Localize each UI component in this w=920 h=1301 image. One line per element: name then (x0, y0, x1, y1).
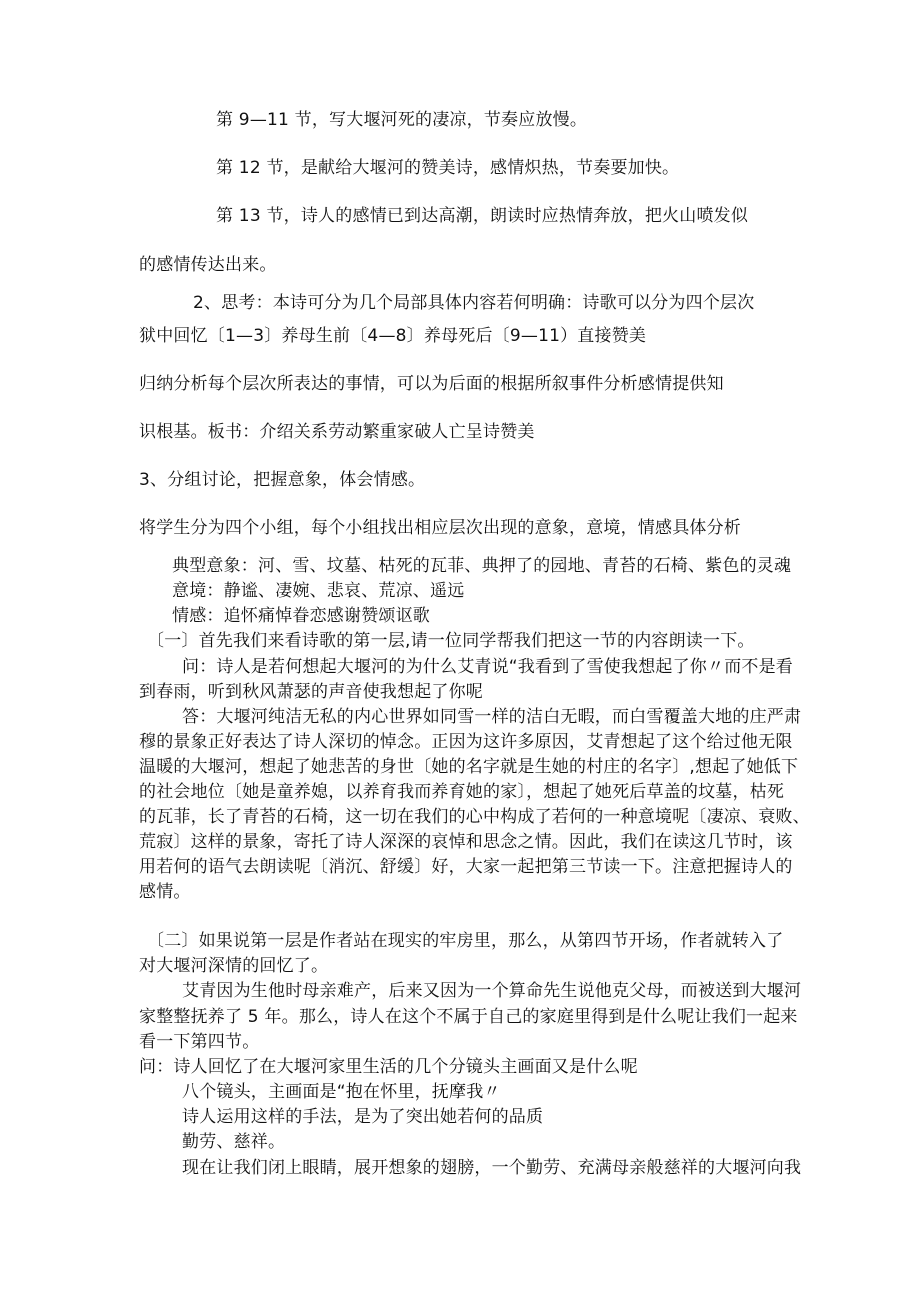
text-line: 感情。 (139, 882, 191, 902)
text-line: 问：诗人回忆了在大堰河家里生活的几个分镜头主画面又是什么呢 (139, 1057, 638, 1077)
text-line: 的感情传达出来。 (139, 255, 277, 275)
text-line: 狱中回忆〔1—3〕养母生前〔4—8〕养母死后〔9—11）直接赞美 (139, 326, 647, 346)
text-line: 对大堰河深情的回忆了。 (139, 956, 329, 976)
text-line: 问：诗人是若何想起大堰河的为什么艾青说“我看到了雪使我想起了你〃而不是看 (182, 657, 794, 677)
text-line: 第 9—11 节，写大堰河死的凄凉，节奏应放慢。 (216, 110, 588, 130)
text-line: 勤劳、慈祥。 (182, 1132, 286, 1152)
text-line: 将学生分为四个小组，每个小组找出相应层次出现的意象，意境，情感具体分析 (139, 518, 741, 538)
text-line: 意境：静谧、凄婉、悲哀、荒凉、遥远 (172, 581, 465, 601)
text-line: 家整整抚养了 5 年。那么，诗人在这个不属于自己的家庭里得到是什么呢让我们一起来 (139, 1007, 798, 1027)
text-line: 归纳分析每个层次所表达的事情，可以为后面的根据所叙事件分析感情提供知 (139, 374, 724, 394)
text-line: 答：大堰河纯洁无私的内心世界如同雪一样的洁白无暇，而白雪覆盖大地的庄严肃 (182, 707, 802, 727)
text-line: 温暖的大堰河，想起了她悲苦的身世〔她的名字就是生她的村庄的名字〕,想起了她低下 (139, 757, 799, 777)
text-line: 的社会地位〔她是童养媳，以养育我而养育她的家〕，想起了她死后草盖的坟墓，枯死 (139, 782, 785, 802)
text-line: 3、分组讨论，把握意象，体会情感。 (139, 470, 426, 490)
text-line: 2、思考：本诗可分为几个局部具体内容若何明确：诗歌可以分为四个层次 (193, 293, 755, 313)
text-line: 〔二〕如果说第一层是作者站在现实的牢房里，那么，从第四节开场，作者就转入了 (147, 931, 784, 951)
text-line: 情感：追怀痛悼眷恋感谢赞颂讴歌 (172, 606, 430, 626)
text-line: 看一下第四节。 (139, 1032, 260, 1052)
text-line: 用若何的语气去朗读呢〔消沉、舒缓〕好，大家一起把第三节读一下。注意把握诗人的 (139, 857, 793, 877)
text-line: 的瓦菲，长了青苔的石椅，这一切在我们的心中构成了若何的一种意境呢〔凄凉、衰败、 (139, 807, 810, 827)
text-line: 诗人运用这样的手法，是为了突出她若何的品质 (182, 1107, 544, 1127)
text-line: 第 13 节，诗人的感情已到达高潮，朗读时应热情奔放，把火山喷发似 (216, 206, 749, 226)
text-line: 穆的景象正好表达了诗人深切的悼念。正因为这许多原因，艾青想起了这个给过他无限 (139, 732, 793, 752)
text-line: 〔一〕首先我们来看诗歌的第一层,请一位同学帮我们把这一节的内容朗读一下。 (147, 631, 755, 651)
text-line: 八个镜头，主画面是“抱在怀里，抚摩我〃 (182, 1082, 501, 1102)
text-line: 现在让我们闭上眼睛，展开想象的翅膀，一个勤劳、充满母亲般慈祥的大堰河向我 (182, 1158, 802, 1178)
text-line: 艾青因为生他时母亲难产，后来又因为一个算命先生说他克父母，而被送到大堰河 (182, 981, 802, 1001)
text-line: 第 12 节，是献给大堰河的赞美诗，感情炽热，节奏要加快。 (216, 158, 680, 178)
text-line: 到春雨，听到秋风萧瑟的声音使我想起了你呢 (139, 682, 483, 702)
text-line: 荒寂〕这样的景象，寄托了诗人深深的哀悼和思念之情。因此，我们在读这几节时，该 (139, 832, 793, 852)
text-line: 典型意象：河、雪、坟墓、枯死的瓦菲、典押了的园地、青苔的石椅、紫色的灵魂 (172, 556, 792, 576)
text-line: 识根基。板书：介绍关系劳动繁重家破人亡呈诗赞美 (139, 422, 535, 442)
